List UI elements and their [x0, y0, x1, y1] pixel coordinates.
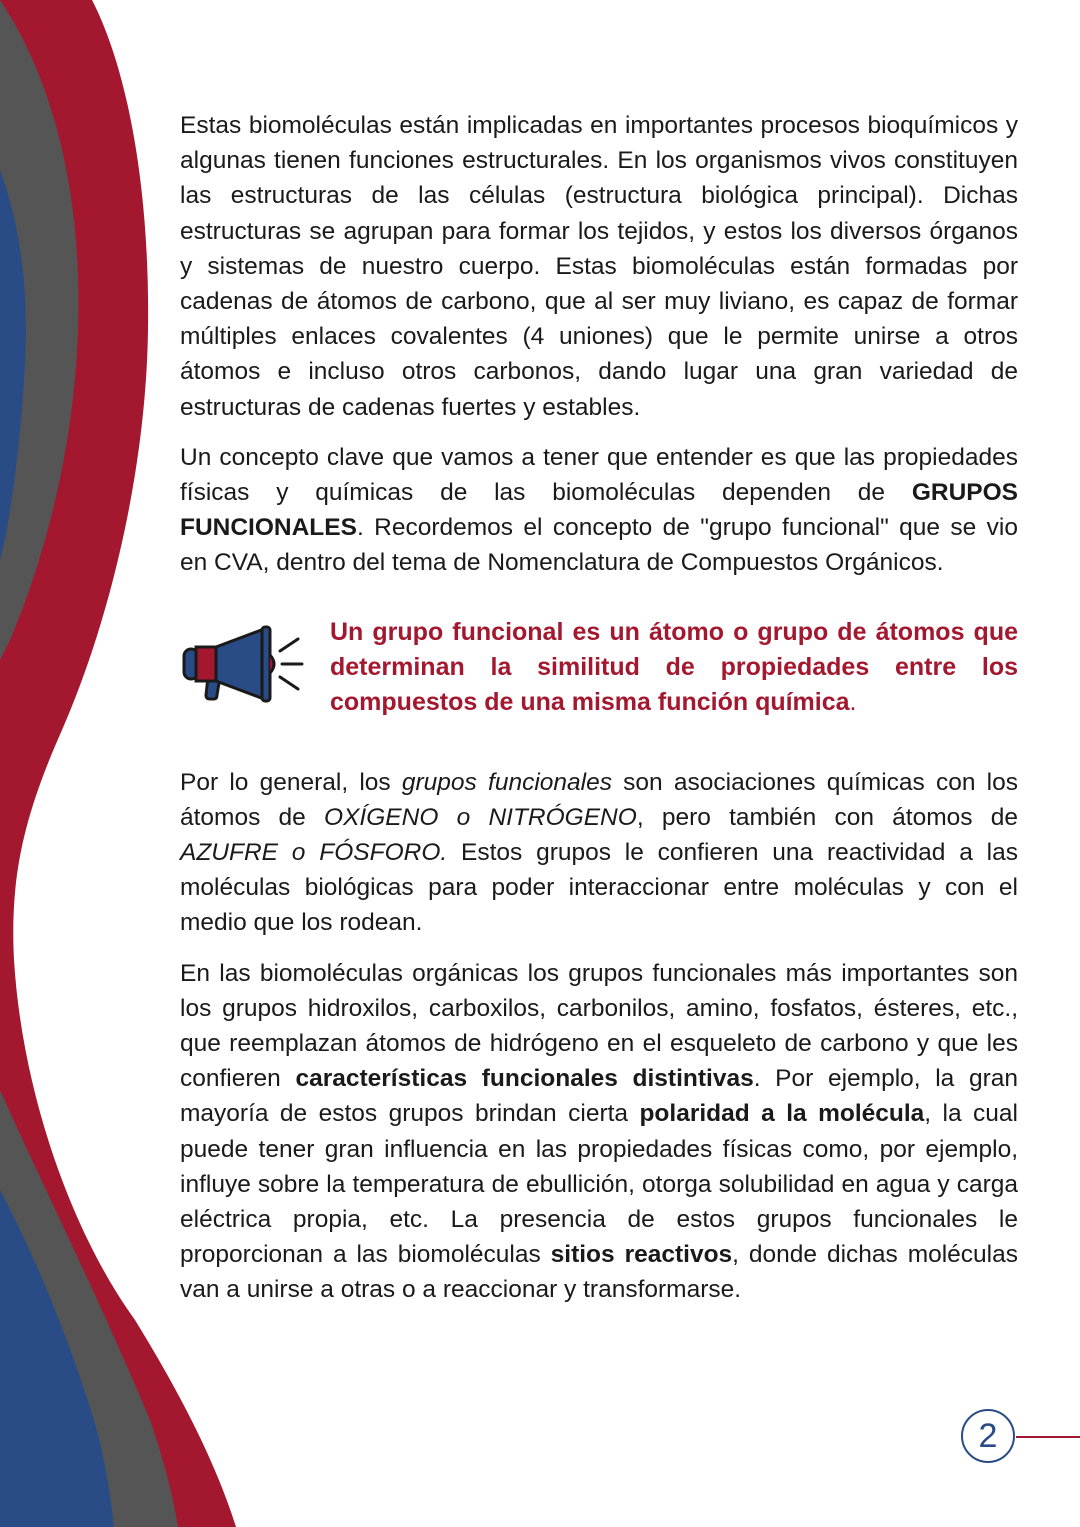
- page-number-line: [1016, 1436, 1080, 1438]
- page-number: 2: [961, 1409, 1015, 1463]
- paragraph-concept: Un concepto clave que vamos a tener que entender es que las propiedades físicas y químicas de las biomoléculas dependen de GRUPOS FUNCIONALES. Recordemos el concepto de "grupo funcional" que se vio en CVA, dentro del tema de Nomenclatura de Compuestos Orgánicos.: [180, 443, 1018, 577]
- megaphone-icon: [180, 625, 305, 705]
- paragraph-intro: Estas biomoléculas están implicadas en importantes procesos bioquímicos y algunas tienen funciones estructurales. En los organismos vivos constituyen las estructuras de las células (estructura biológica principal). Dichas estructuras se agrupan para formar los tejidos, y estos los diversos órganos y sistemas de nuestro cuerpo. Estas biomoléculas están formadas por cadenas de átomos de carbono, que al ser muy liviano, es capaz de formar múltiples enlaces covalentes (4 uniones) que le permite unirse a otros átomos e incluso otros carbonos, dando lugar una gran variedad de estructuras de cadenas fuertes y estables.: [180, 112, 1018, 421]
- definition-callout: [180, 615, 1018, 725]
- paragraph-general: Por lo general, los grupos funcionales son asociaciones químicas con los átomos de OXÍGENO o NITRÓGENO, pero también con átomos de AZUFRE o FÓSFORO. Estos grupos le confieren una reactividad a las moléculas biológicas para poder interaccionar entre moléculas y con el medio que los rodean.: [180, 768, 1019, 937]
- main-content: [180, 108, 1018, 1323]
- paragraph-organic: En las biomoléculas orgánicas los grupos funcionales más importantes son los grupos hidroxilos, carboxilos, carbonilos, amino, fosfatos, ésteres, etc., que reemplazan átomos de hidrógeno en el esqueleto de carbono y que les confieren características funcionales distintivas. Por ejemplo, la gran mayoría de estos grupos brindan cierta polaridad a la molécula, la cual puede tener gran influencia en las propiedades físicas como, por ejemplo, influye sobre la temperatura de ebullición, otorga solubilidad en agua y carga eléctrica propia, etc. La presencia de estos grupos funcionales le proporcionan a las biomoléculas sitios reactivos, donde dichas moléculas van a unirse a otras o a reaccionar y transformarse.: [180, 959, 1018, 1304]
- emphasis-grupos-funcionales: GRUPOS FUNCIONALES: [180, 479, 1018, 542]
- definition-text: Un grupo funcional es un átomo o grupo de átomos que determinan la similitud de propiedades entre los compuestos de una misma función química.: [330, 617, 1018, 717]
